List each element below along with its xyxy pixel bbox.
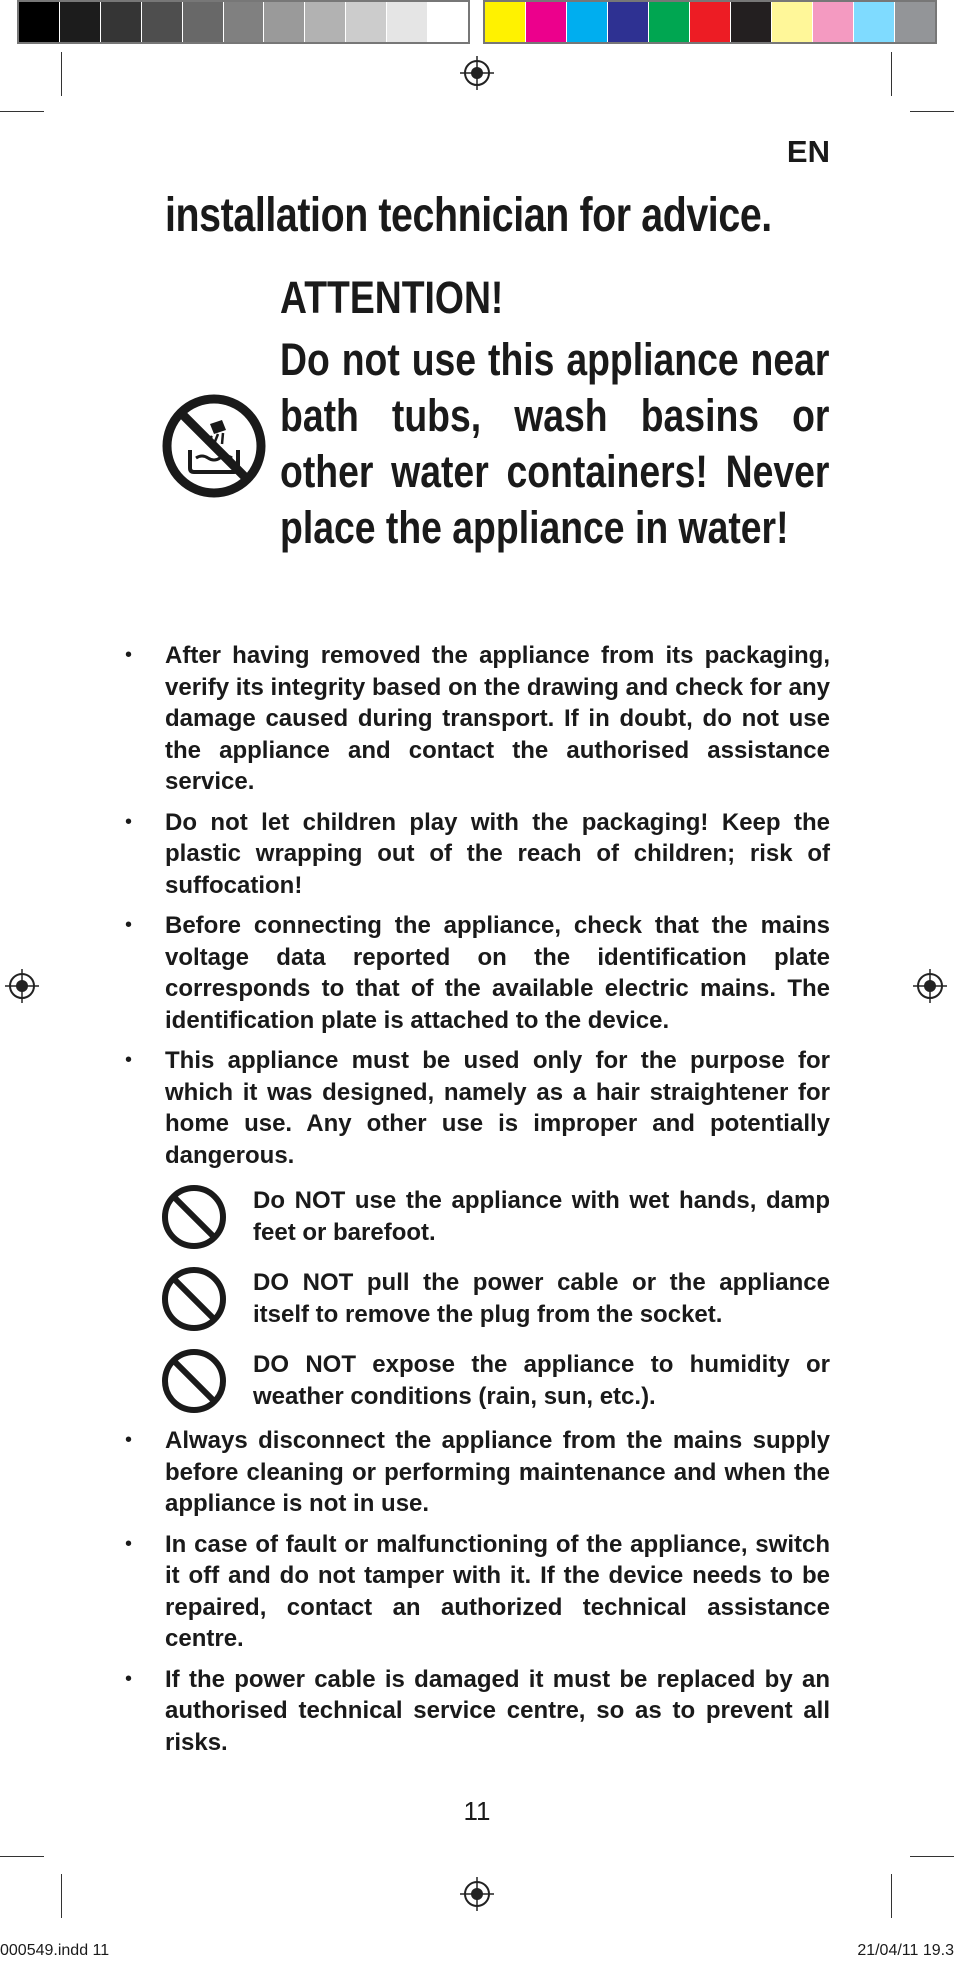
color-swatch xyxy=(485,2,526,42)
warning-item xyxy=(165,1349,830,1415)
color-swatch xyxy=(690,2,731,42)
prohibition-icon xyxy=(160,1265,228,1333)
language-label: EN xyxy=(786,134,830,169)
list-item: • This appliance must be used only for the purpose for which it was designed, namely as a hair straightener for home use. Any other use is improper and potentially dangerous. xyxy=(165,1045,830,1171)
list-item: • Do not let children play with the packaging! Keep the plastic wrapping out of the reach of children; risk of suffocation! xyxy=(165,807,830,902)
list-item: • After having removed the appliance from its packaging, verify its integrity based on the drawing and check for any damage caused during transport. If in doubt, do not use the appliance and contact the authorised assistance service. xyxy=(165,640,830,798)
color-swatch xyxy=(608,2,649,42)
color-calibration-bar xyxy=(483,0,937,44)
grayscale-calibration-bar xyxy=(17,0,470,44)
list-item: • If the power cable is damaged it must be replaced by an authorised technical service centre, so as to prevent all risks. xyxy=(165,1664,830,1759)
timestamp: 21/04/11 19.3 xyxy=(857,1942,954,1959)
color-swatch xyxy=(731,2,772,42)
gray-swatch xyxy=(183,2,224,42)
instructions-list xyxy=(165,640,830,1767)
crop-mark xyxy=(891,1874,892,1918)
prohibition-icon xyxy=(160,1183,228,1251)
prohibition-icon xyxy=(160,1347,228,1415)
color-swatch xyxy=(772,2,813,42)
crop-mark xyxy=(0,111,44,112)
color-swatch xyxy=(854,2,895,42)
attention-block xyxy=(280,270,830,556)
color-swatch xyxy=(649,2,690,42)
gray-swatch xyxy=(305,2,346,42)
gray-swatch xyxy=(264,2,305,42)
gray-swatch xyxy=(19,2,60,42)
crop-mark xyxy=(0,1856,44,1857)
list-item: • Before connecting the appliance, check that the mains voltage data reported on the identification plate corresponds to that of the available electric mains. The identification plate is attached to the device. xyxy=(165,910,830,1036)
gray-swatch xyxy=(60,2,101,42)
list-item: • In case of fault or malfunctioning of the appliance, switch it off and do not tamper with it. If the device needs to be repaired, contact an authorized technical assistance centre. xyxy=(165,1529,830,1655)
registration-mark-icon xyxy=(5,969,39,1003)
color-swatch xyxy=(567,2,608,42)
crop-mark xyxy=(61,52,62,96)
crop-mark xyxy=(910,111,954,112)
warning-text: Do NOT use the appliance with wet hands, damp feet or barefoot. xyxy=(253,1187,830,1246)
warning-text: DO NOT expose the appliance to humidity or weather conditions (rain, sun, etc.). xyxy=(253,1351,830,1410)
list-item: • Always disconnect the appliance from the mains supply before cleaning or performing maintenance and when the appliance is not in use. xyxy=(165,1425,830,1520)
warning-text: DO NOT pull the power cable or the appliance itself to remove the plug from the socket. xyxy=(253,1269,830,1328)
gray-swatch xyxy=(142,2,183,42)
attention-text: Do not use this appliance near bath tubs, wash basins or other water containers! Never place the appliance in water! xyxy=(280,334,830,553)
page-number: 11 xyxy=(463,1796,491,1826)
registration-mark-icon xyxy=(913,969,947,1003)
warning-item xyxy=(165,1267,830,1333)
gray-swatch xyxy=(346,2,387,42)
color-swatch xyxy=(526,2,567,42)
color-swatch xyxy=(813,2,854,42)
file-name: 000549.indd 11 xyxy=(0,1942,110,1959)
continuation-text: installation technician for advice. xyxy=(165,189,772,242)
gray-swatch xyxy=(387,2,428,42)
color-swatch xyxy=(895,2,935,42)
gray-swatch xyxy=(428,2,468,42)
no-water-near-bath-icon xyxy=(162,394,266,498)
attention-title: ATTENTION! xyxy=(280,272,504,323)
gray-swatch xyxy=(101,2,142,42)
crop-mark xyxy=(910,1856,954,1857)
warning-item xyxy=(165,1185,830,1251)
registration-mark-icon xyxy=(460,1877,494,1911)
crop-mark xyxy=(891,52,892,96)
registration-mark-icon xyxy=(460,56,494,90)
crop-mark xyxy=(61,1874,62,1918)
gray-swatch xyxy=(224,2,265,42)
